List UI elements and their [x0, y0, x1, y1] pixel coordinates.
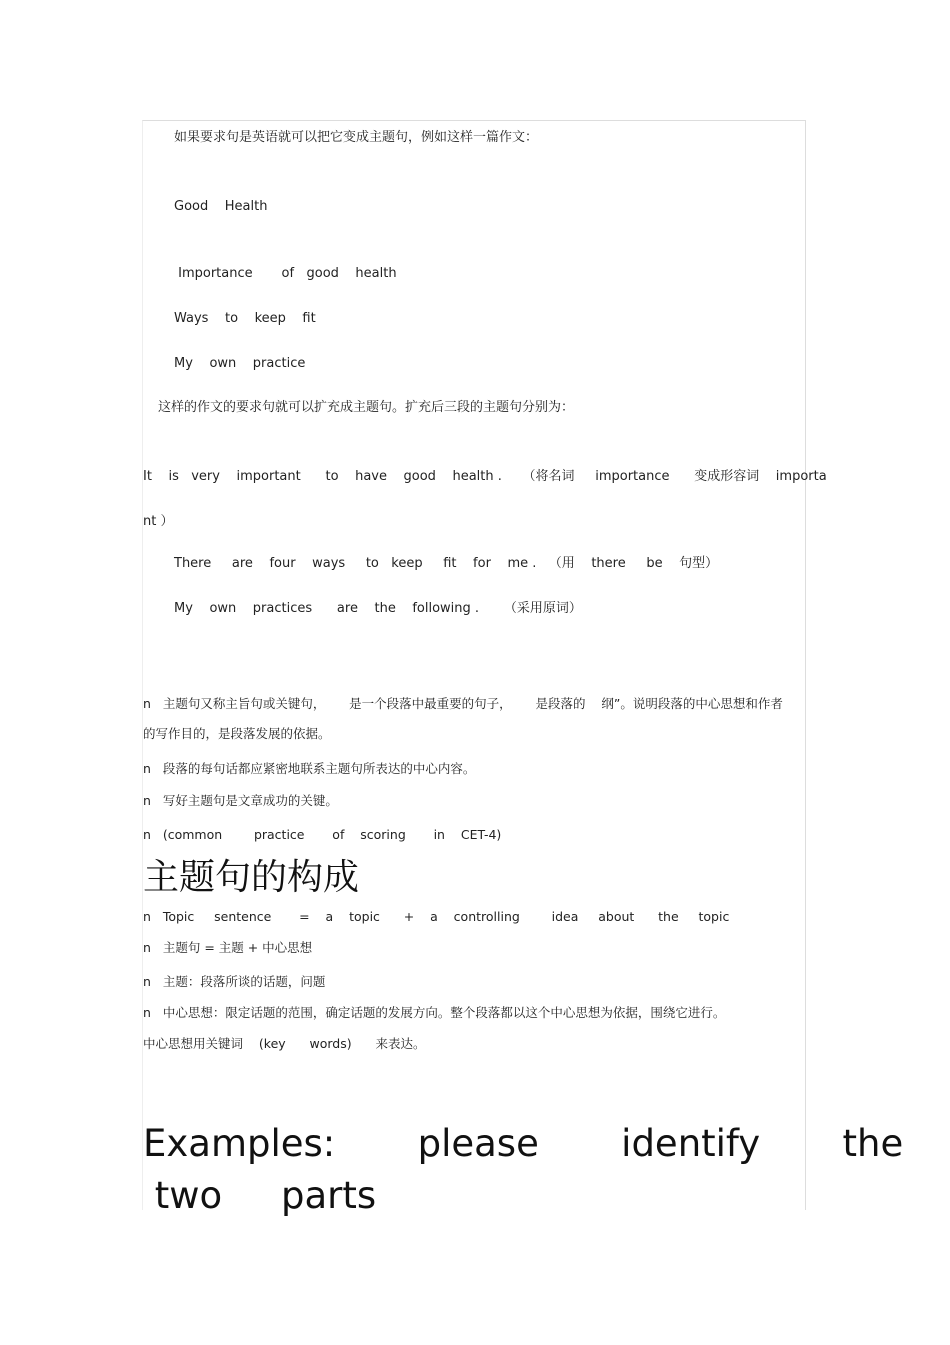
definition-controlling-idea: n 中心思想：限定话题的范围，确定话题的发展方向。整个段落都以这个中心思想为依据，围绕它进行。 — [143, 1005, 726, 1020]
definition-keywords: 中心思想用关键词 (key words) 来表达。 — [143, 1036, 426, 1051]
outline-item: Importance of good health — [174, 266, 397, 281]
examples-heading-continued: two parts — [143, 1174, 377, 1217]
definition-topic: n 主题：段落所谈的话题，问题 — [143, 974, 326, 989]
topic-sentence-1-continued: nt ） — [143, 514, 174, 529]
topic-sentence-1: It is very important to have good health . （将名词 importance 变成形容词 importa — [143, 469, 827, 484]
bullet-unity: n 段落的每句话都应紧密地联系主题句所表达的中心内容。 — [143, 761, 476, 776]
topic-sentence-2: There are four ways to keep fit for me . （用 there be 句型） — [174, 556, 719, 571]
bullet-key: n 写好主题句是文章成功的关键。 — [143, 793, 338, 808]
outline-item: Ways to keep fit — [174, 311, 316, 326]
bullet-definition-continued: 的写作目的，是段落发展的依据。 — [143, 726, 331, 741]
section-heading: 主题句的构成 — [143, 857, 360, 898]
outline-item: My own practice — [174, 356, 306, 371]
bullet-cet4: n (common practice of scoring in CET-4) — [143, 827, 502, 842]
expand-note: 这样的作文的要求句就可以扩充成主题句。扩充后三段的主题句分别为： — [158, 400, 575, 415]
definition-formula-cn: n 主题句 = 主题 + 中心思想 — [143, 940, 313, 955]
essay-title: Good Health — [174, 199, 268, 214]
intro-paragraph: 如果要求句是英语就可以把它变成主题句，例如这样一篇作文： — [174, 130, 539, 145]
examples-heading: Examples: please identify the — [143, 1122, 904, 1165]
topic-sentence-3: My own practices are the following . （采用原词） — [174, 601, 582, 616]
bullet-definition: n 主题句又称主旨句或关键句， 是一个段落中最重要的句子， 是段落的 纲”。说明段落的中心思想和作者 — [143, 696, 783, 711]
definition-formula: n Topic sentence = a topic + a controlling idea about the topic — [143, 909, 730, 924]
